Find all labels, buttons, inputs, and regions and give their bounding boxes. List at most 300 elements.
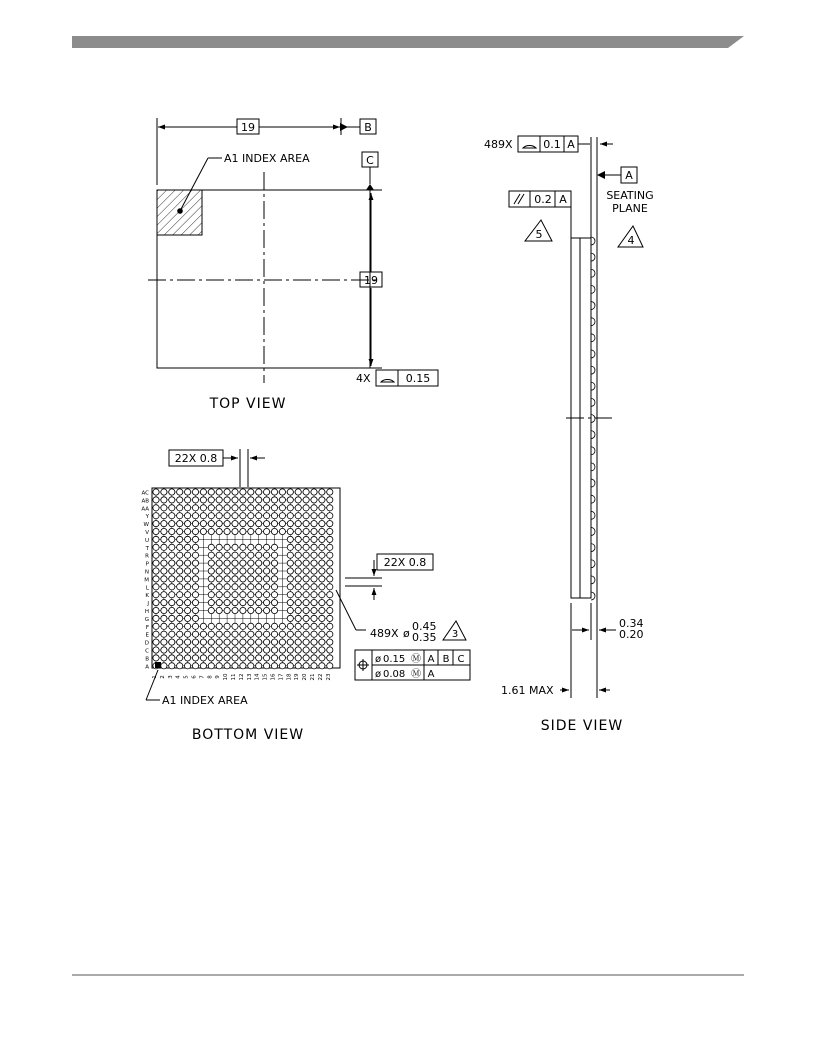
solder-ball: [240, 505, 246, 511]
side-ball: [591, 576, 595, 584]
side-ball: [591, 447, 595, 455]
solder-ball: [271, 607, 277, 613]
solder-ball: [185, 497, 191, 503]
solder-ball: [153, 568, 159, 574]
side-view-title: SIDE VIEW: [540, 718, 624, 734]
solder-ball: [169, 592, 175, 598]
solder-ball: [200, 639, 206, 645]
solder-ball: [200, 631, 206, 637]
col-label: 8: [207, 675, 214, 679]
solder-ball: [327, 663, 333, 669]
solder-ball: [224, 647, 230, 653]
solder-ball: [295, 647, 301, 653]
solder-ball: [240, 655, 246, 661]
solder-ball: [216, 647, 222, 653]
solder-ball: [311, 544, 317, 550]
row-label: Y: [145, 514, 149, 521]
solder-ball: [169, 639, 175, 645]
solder-ball: [216, 631, 222, 637]
side-ball: [591, 527, 595, 535]
solder-ball: [240, 600, 246, 606]
solder-ball: [185, 544, 191, 550]
solder-ball: [232, 576, 238, 582]
solder-ball: [248, 639, 254, 645]
solder-ball: [248, 568, 254, 574]
solder-ball: [271, 655, 277, 661]
solder-ball: [185, 584, 191, 590]
solder-ball: [248, 560, 254, 566]
solder-ball: [177, 631, 183, 637]
solder-ball: [240, 497, 246, 503]
solder-ball: [185, 576, 191, 582]
solder-ball: [192, 623, 198, 629]
solder-ball: [295, 528, 301, 534]
pos-tol-2-symbol: ø: [375, 669, 382, 680]
solder-ball: [177, 663, 183, 669]
side-ball: [591, 350, 595, 358]
solder-ball: [185, 568, 191, 574]
solder-ball: [319, 647, 325, 653]
solder-ball: [192, 489, 198, 495]
solder-ball: [169, 623, 175, 629]
solder-ball: [161, 552, 167, 558]
top-index-label: A1 INDEX AREA: [224, 152, 310, 165]
solder-ball: [192, 647, 198, 653]
solder-ball: [327, 600, 333, 606]
solder-ball: [153, 560, 159, 566]
solder-ball: [232, 647, 238, 653]
solder-ball: [279, 655, 285, 661]
solder-ball: [256, 647, 262, 653]
solder-ball: [319, 536, 325, 542]
solder-ball: [311, 576, 317, 582]
solder-ball: [248, 600, 254, 606]
solder-ball: [169, 615, 175, 621]
solder-ball: [311, 655, 317, 661]
solder-ball: [192, 607, 198, 613]
pos-tol-1-datum-b: B: [442, 654, 450, 665]
solder-ball: [216, 568, 222, 574]
solder-ball: [287, 560, 293, 566]
row-label: K: [145, 593, 149, 600]
solder-ball: [216, 521, 222, 527]
side-ball: [591, 479, 595, 487]
solder-ball: [216, 528, 222, 534]
solder-ball: [216, 639, 222, 645]
solder-ball: [216, 560, 222, 566]
solder-ball: [153, 592, 159, 598]
solder-ball: [256, 497, 262, 503]
solder-ball: [295, 489, 301, 495]
solder-ball: [153, 552, 159, 558]
solder-ball: [161, 497, 167, 503]
solder-ball: [232, 623, 238, 629]
solder-ball: [240, 592, 246, 598]
solder-ball: [303, 639, 309, 645]
solder-ball: [232, 639, 238, 645]
solder-ball: [303, 592, 309, 598]
row-label: T: [145, 545, 149, 552]
solder-ball: [319, 560, 325, 566]
solder-ball: [192, 552, 198, 558]
solder-ball: [177, 655, 183, 661]
row-label: AC: [141, 490, 149, 497]
solder-ball: [169, 528, 175, 534]
solder-ball: [295, 552, 301, 558]
pos-tol-1: 0.15: [383, 654, 406, 665]
solder-ball: [287, 623, 293, 629]
solder-ball: [295, 544, 301, 550]
ball-dia-upper: 0.45: [412, 620, 437, 633]
solder-ball: [303, 552, 309, 558]
solder-ball: [303, 631, 309, 637]
solder-ball: [224, 655, 230, 661]
solder-ball: [216, 513, 222, 519]
solder-ball: [177, 639, 183, 645]
solder-ball: [169, 505, 175, 511]
solder-ball: [287, 489, 293, 495]
solder-ball: [153, 513, 159, 519]
solder-ball: [224, 489, 230, 495]
solder-ball: [248, 663, 254, 669]
solder-ball: [153, 655, 159, 661]
row-label: W: [143, 522, 149, 529]
solder-ball: [192, 521, 198, 527]
solder-ball: [153, 607, 159, 613]
a1-corner-marker: [155, 662, 161, 668]
solder-ball: [153, 639, 159, 645]
solder-ball: [311, 615, 317, 621]
solder-ball: [185, 639, 191, 645]
solder-ball: [287, 544, 293, 550]
pos-tol-1-datum-c: C: [457, 654, 465, 665]
solder-ball: [169, 536, 175, 542]
solder-ball: [295, 600, 301, 606]
solder-ball: [192, 631, 198, 637]
solder-ball: [192, 560, 198, 566]
solder-ball: [153, 544, 159, 550]
solder-ball: [161, 505, 167, 511]
solder-ball: [271, 639, 277, 645]
solder-ball: [216, 505, 222, 511]
solder-ball: [319, 528, 325, 534]
row-label: N: [144, 569, 149, 576]
row-label: D: [144, 640, 149, 647]
col-label: 10: [223, 673, 230, 681]
solder-ball: [327, 639, 333, 645]
solder-ball: [256, 513, 262, 519]
col-label: 1: [152, 675, 158, 679]
col-label: 3: [167, 675, 174, 679]
solder-ball: [327, 552, 333, 558]
solder-ball: [185, 647, 191, 653]
side-ball: [591, 318, 595, 326]
profile-datum: A: [567, 138, 575, 151]
solder-ball: [216, 552, 222, 558]
solder-ball: [319, 615, 325, 621]
solder-ball: [287, 592, 293, 598]
solder-ball: [232, 552, 238, 558]
solder-ball: [232, 505, 238, 511]
solder-ball: [271, 584, 277, 590]
row-label: C: [145, 648, 149, 655]
ball-dia-lower: 0.35: [412, 631, 437, 644]
solder-ball: [256, 489, 262, 495]
solder-ball: [161, 647, 167, 653]
solder-ball: [169, 576, 175, 582]
ball-qty: 489X: [370, 627, 399, 640]
side-ball: [591, 237, 595, 245]
solder-ball: [240, 544, 246, 550]
solder-ball: [232, 513, 238, 519]
datum-c-label: C: [366, 154, 374, 167]
solder-ball: [311, 631, 317, 637]
solder-ball: [232, 544, 238, 550]
solder-ball: [248, 497, 254, 503]
row-label: U: [144, 537, 149, 544]
solder-ball: [319, 663, 325, 669]
solder-ball: [256, 600, 262, 606]
solder-ball: [287, 647, 293, 653]
solder-ball: [303, 615, 309, 621]
solder-ball: [232, 607, 238, 613]
solder-ball: [287, 505, 293, 511]
col-pitch-label: 22X 0.8: [174, 452, 218, 465]
solder-ball: [224, 592, 230, 598]
solder-ball: [240, 647, 246, 653]
solder-ball: [311, 536, 317, 542]
solder-ball: [169, 647, 175, 653]
solder-ball: [248, 513, 254, 519]
solder-ball: [232, 584, 238, 590]
side-ball: [591, 544, 595, 552]
solder-ball: [271, 631, 277, 637]
solder-ball: [224, 623, 230, 629]
pos-tol-1-symbol: ø: [375, 654, 382, 665]
solder-ball: [185, 536, 191, 542]
solder-ball: [240, 663, 246, 669]
solder-ball: [319, 631, 325, 637]
solder-ball: [248, 544, 254, 550]
solder-ball: [192, 505, 198, 511]
solder-ball: [271, 544, 277, 550]
solder-ball: [161, 560, 167, 566]
solder-ball: [185, 521, 191, 527]
solder-ball: [327, 631, 333, 637]
solder-ball: [177, 584, 183, 590]
pos-tol-2-datum-a: A: [427, 669, 435, 680]
solder-ball: [319, 607, 325, 613]
solder-ball: [224, 576, 230, 582]
solder-ball: [216, 544, 222, 550]
header-bar: [72, 36, 744, 48]
ball-dia-symbol: ø: [403, 627, 410, 640]
solder-ball: [287, 552, 293, 558]
solder-ball: [224, 584, 230, 590]
solder-ball: [264, 513, 270, 519]
solder-ball: [248, 623, 254, 629]
solder-ball: [279, 623, 285, 629]
solder-ball: [311, 528, 317, 534]
col-label: 5: [183, 675, 190, 679]
solder-ball: [264, 600, 270, 606]
standoff-upper: 0.34: [619, 617, 644, 630]
solder-ball: [161, 576, 167, 582]
flatness-qty: 4X: [356, 372, 371, 385]
solder-ball: [224, 528, 230, 534]
solder-ball: [311, 568, 317, 574]
solder-ball: [256, 655, 262, 661]
solder-ball: [256, 584, 262, 590]
solder-ball: [177, 647, 183, 653]
solder-ball: [295, 560, 301, 566]
solder-ball: [192, 615, 198, 621]
solder-ball: [224, 568, 230, 574]
solder-ball: [224, 552, 230, 558]
solder-ball: [319, 576, 325, 582]
solder-ball: [192, 600, 198, 606]
solder-ball: [327, 615, 333, 621]
side-ball: [591, 269, 595, 277]
solder-ball: [264, 623, 270, 629]
side-ball: [591, 398, 595, 406]
solder-ball: [264, 584, 270, 590]
side-ball: [591, 511, 595, 519]
solder-ball: [216, 607, 222, 613]
solder-ball: [287, 663, 293, 669]
solder-ball: [161, 631, 167, 637]
row-label: R: [145, 553, 149, 560]
solder-ball: [177, 615, 183, 621]
solder-ball: [216, 623, 222, 629]
solder-ball: [279, 513, 285, 519]
solder-ball: [216, 489, 222, 495]
solder-ball: [240, 528, 246, 534]
solder-ball: [208, 584, 214, 590]
solder-ball: [303, 568, 309, 574]
solder-ball: [264, 655, 270, 661]
solder-ball: [295, 513, 301, 519]
solder-ball: [279, 497, 285, 503]
solder-ball: [256, 544, 262, 550]
solder-ball: [271, 592, 277, 598]
solder-ball: [153, 528, 159, 534]
solder-ball: [161, 536, 167, 542]
solder-ball: [311, 639, 317, 645]
solder-ball: [224, 607, 230, 613]
solder-ball: [216, 576, 222, 582]
solder-ball: [169, 489, 175, 495]
col-label: 23: [325, 673, 332, 681]
solder-ball: [264, 576, 270, 582]
solder-ball: [287, 497, 293, 503]
solder-ball: [169, 607, 175, 613]
solder-ball: [327, 560, 333, 566]
solder-ball: [208, 544, 214, 550]
solder-ball: [264, 560, 270, 566]
solder-ball: [271, 528, 277, 534]
solder-ball: [153, 576, 159, 582]
solder-ball: [271, 497, 277, 503]
solder-ball: [295, 639, 301, 645]
solder-ball: [240, 631, 246, 637]
solder-ball: [192, 576, 198, 582]
solder-ball: [279, 639, 285, 645]
solder-ball: [248, 631, 254, 637]
side-ball: [591, 495, 595, 503]
solder-ball: [240, 513, 246, 519]
row-labels: [141, 491, 150, 671]
solder-ball: [153, 647, 159, 653]
solder-ball: [279, 528, 285, 534]
solder-ball: [169, 584, 175, 590]
bottom-view-title: BOTTOM VIEW: [191, 727, 305, 743]
note-5: 5: [535, 228, 543, 241]
col-label: 16: [270, 673, 277, 681]
solder-ball: [161, 568, 167, 574]
solder-ball: [256, 568, 262, 574]
solder-ball: [319, 623, 325, 629]
solder-ball: [177, 607, 183, 613]
solder-ball: [169, 568, 175, 574]
solder-ball: [327, 497, 333, 503]
solder-ball: [192, 497, 198, 503]
solder-ball: [279, 663, 285, 669]
col-label: 11: [231, 673, 237, 681]
solder-ball: [169, 560, 175, 566]
col-label: 17: [278, 673, 285, 681]
profile-value: 0.1: [543, 138, 561, 151]
solder-ball: [177, 576, 183, 582]
solder-ball: [177, 513, 183, 519]
solder-ball: [192, 663, 198, 669]
solder-ball: [264, 505, 270, 511]
solder-ball: [311, 647, 317, 653]
solder-ball: [192, 655, 198, 661]
solder-ball: [232, 655, 238, 661]
solder-ball: [327, 568, 333, 574]
solder-ball: [185, 528, 191, 534]
solder-ball: [319, 552, 325, 558]
solder-ball: [185, 552, 191, 558]
top-width-dim: 19: [241, 121, 255, 134]
solder-ball: [303, 607, 309, 613]
solder-ball: [216, 600, 222, 606]
row-pitch-label: 22X 0.8: [383, 556, 427, 569]
height-max: 1.61 MAX: [501, 684, 554, 697]
col-label: 6: [191, 675, 198, 679]
solder-ball: [200, 647, 206, 653]
solder-ball: [224, 521, 230, 527]
solder-ball: [169, 513, 175, 519]
solder-ball: [303, 528, 309, 534]
solder-ball: [256, 576, 262, 582]
solder-ball: [208, 576, 214, 582]
solder-ball: [177, 623, 183, 629]
col-label: 22: [317, 673, 324, 681]
solder-ball: [327, 489, 333, 495]
col-label: 9: [215, 675, 222, 679]
solder-ball: [224, 639, 230, 645]
side-ball: [591, 431, 595, 439]
solder-ball: [169, 544, 175, 550]
solder-ball: [279, 521, 285, 527]
row-label: J: [147, 601, 149, 608]
solder-ball: [161, 639, 167, 645]
solder-ball: [287, 576, 293, 582]
row-label: H: [144, 609, 149, 615]
solder-ball: [240, 607, 246, 613]
